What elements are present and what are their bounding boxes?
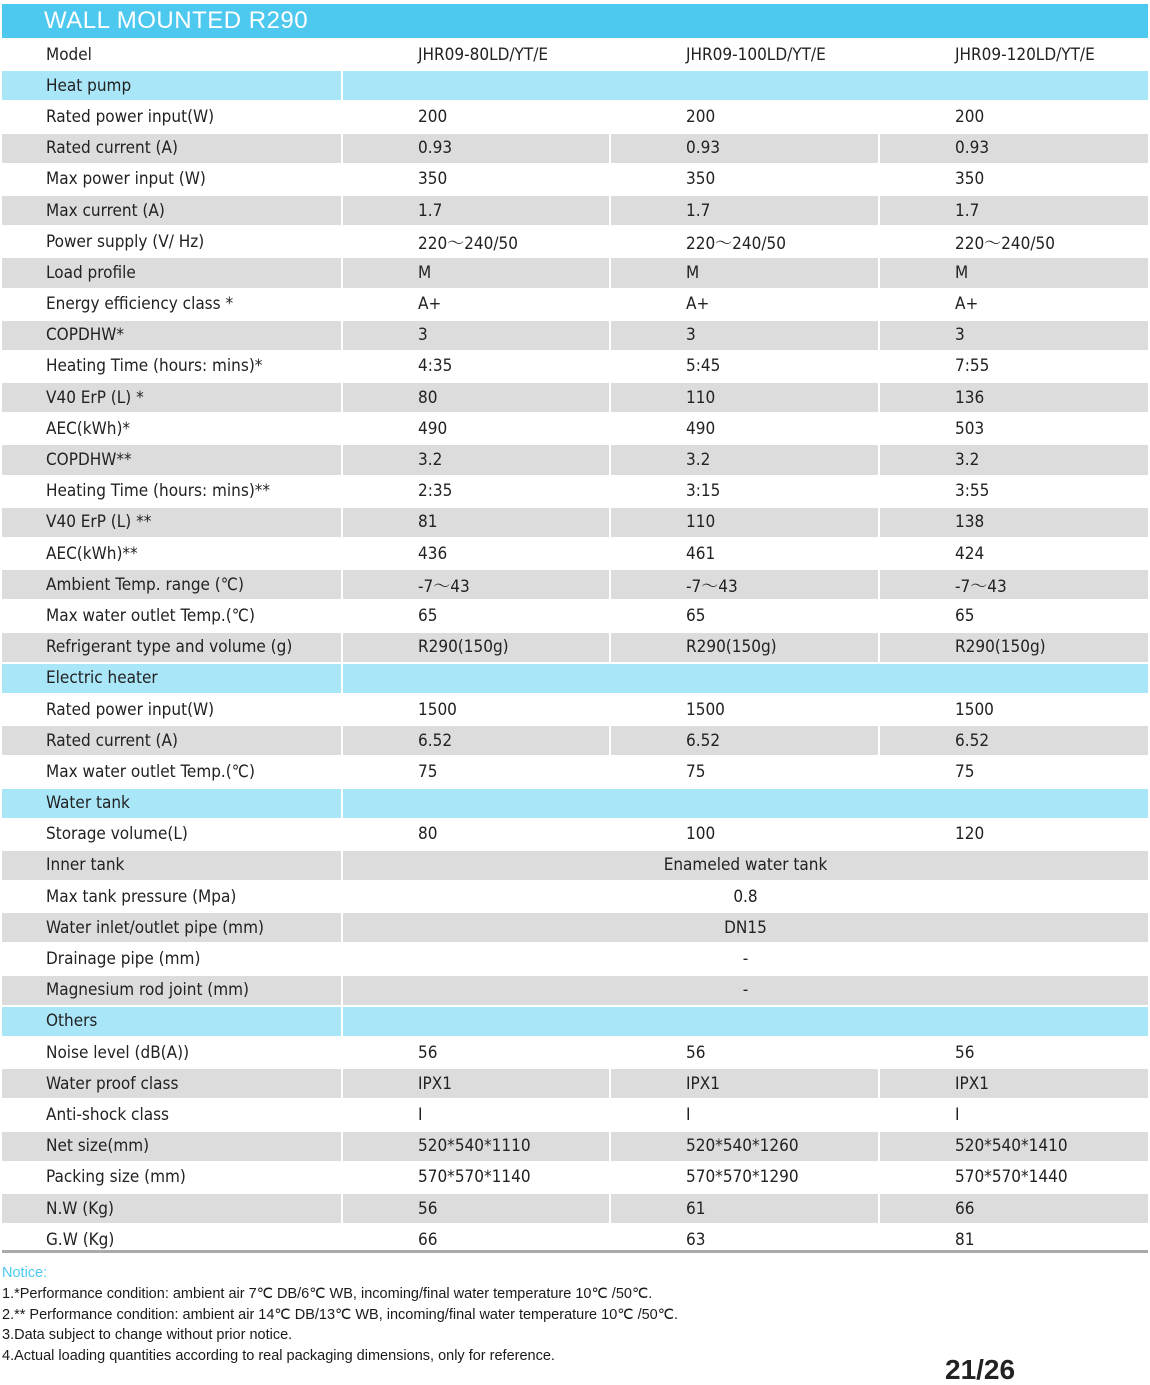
- section-header-row: [2, 1007, 1148, 1038]
- spec-label: Water proof class: [2, 1069, 343, 1100]
- spec-value: 3.2: [880, 445, 1148, 476]
- section-fill: [343, 664, 1148, 695]
- spec-value: 110: [611, 383, 880, 414]
- spec-row: [2, 1194, 1148, 1225]
- spec-row: [2, 1100, 1148, 1131]
- spec-row: [2, 882, 1148, 913]
- spec-row: [2, 352, 1148, 383]
- spec-row: [2, 695, 1148, 726]
- spec-value: Ⅰ: [611, 1100, 880, 1131]
- section-label: Water tank: [2, 789, 343, 820]
- spec-value: M: [343, 258, 611, 289]
- spec-value: -7～43: [880, 570, 1148, 601]
- spec-value: R290(150g): [611, 633, 880, 664]
- spec-row: [2, 1132, 1148, 1163]
- spec-label: Magnesium rod joint (mm): [2, 976, 343, 1007]
- section-header-row: [2, 789, 1148, 820]
- spec-value: 56: [343, 1038, 611, 1069]
- spec-value: 520*540*1410: [880, 1132, 1148, 1163]
- spec-value: M: [611, 258, 880, 289]
- spec-value: 2:35: [343, 477, 611, 508]
- spec-row: [2, 851, 1148, 882]
- model-name: JHR09-80LD/YT/E: [343, 40, 611, 71]
- model-name: JHR09-100LD/YT/E: [611, 40, 880, 71]
- spec-row: [2, 1163, 1148, 1194]
- table-bottom-rule: [2, 1250, 1148, 1253]
- spec-row: [2, 414, 1148, 445]
- spec-value: 56: [880, 1038, 1148, 1069]
- notice-line: 1.*Performance condition: ambient air 7℃ DB/6℃ WB, incoming/final water temperature 10℃ /50℃.: [2, 1285, 653, 1302]
- spec-row: [2, 820, 1148, 851]
- spec-label: Refrigerant type and volume (g): [2, 633, 343, 664]
- spec-label: Power supply (V/ Hz): [2, 227, 343, 258]
- spec-label: Anti-shock class: [2, 1100, 343, 1131]
- spec-value: 3.2: [611, 445, 880, 476]
- section-fill: [343, 1007, 1148, 1038]
- spec-label: Water inlet/outlet pipe (mm): [2, 913, 343, 944]
- spec-value: M: [880, 258, 1148, 289]
- spec-label: Ambient Temp. range (℃): [2, 570, 343, 601]
- spec-value: 350: [611, 165, 880, 196]
- spec-value: 200: [611, 102, 880, 133]
- spec-label: Max power input (W): [2, 165, 343, 196]
- spec-value: Ⅰ: [343, 1100, 611, 1131]
- spec-label: Drainage pipe (mm): [2, 944, 343, 975]
- spec-row: [2, 102, 1148, 133]
- spec-value: 6.52: [880, 726, 1148, 757]
- spec-row: [2, 1038, 1148, 1069]
- spec-label: COPDHW**: [2, 445, 343, 476]
- spec-value: 200: [880, 102, 1148, 133]
- spec-label: Heating Time (hours: mins)*: [2, 352, 343, 383]
- spec-value: 65: [343, 601, 611, 632]
- spec-value: 424: [880, 539, 1148, 570]
- spec-label: Energy efficiency class *: [2, 290, 343, 321]
- section-header-row: [2, 71, 1148, 102]
- spec-value: 61: [611, 1194, 880, 1225]
- spec-value: 75: [611, 757, 880, 788]
- spec-label: Rated power input(W): [2, 695, 343, 726]
- spec-value: 520*540*1260: [611, 1132, 880, 1163]
- model-header-row: [2, 40, 1148, 71]
- notice-line: 2.** Performance condition: ambient air 14℃ DB/13℃ WB, incoming/final water temperature 10℃ /50℃.: [2, 1306, 679, 1323]
- spec-value: 3: [611, 321, 880, 352]
- spec-label: Storage volume(L): [2, 820, 343, 851]
- spec-value: 136: [880, 383, 1148, 414]
- spec-value: 81: [880, 1225, 1148, 1256]
- spec-row: [2, 601, 1148, 632]
- spec-value: 3.2: [343, 445, 611, 476]
- spec-value: 80: [343, 383, 611, 414]
- spec-value: 220～240/50: [880, 227, 1148, 258]
- spec-label: AEC(kWh)**: [2, 539, 343, 570]
- spec-value: 0.93: [880, 134, 1148, 165]
- spec-row: [2, 570, 1148, 601]
- section-label: Heat pump: [2, 71, 343, 102]
- spec-label: Inner tank: [2, 851, 343, 882]
- section-label: Others: [2, 1007, 343, 1038]
- spec-value: A+: [611, 290, 880, 321]
- spec-value: 570*570*1440: [880, 1163, 1148, 1194]
- model-header-label: Model: [2, 40, 343, 71]
- spec-label: N.W (Kg): [2, 1194, 343, 1225]
- spec-value: 120: [880, 820, 1148, 851]
- spec-row: [2, 445, 1148, 476]
- spec-value: 100: [611, 820, 880, 851]
- spec-shared-value: -: [343, 944, 1148, 975]
- spec-value: 436: [343, 539, 611, 570]
- spec-value: 63: [611, 1225, 880, 1256]
- spec-value: 56: [611, 1038, 880, 1069]
- spec-shared-value: Enameled water tank: [343, 851, 1148, 882]
- spec-shared-value: DN15: [343, 913, 1148, 944]
- spec-label: Max water outlet Temp.(℃): [2, 601, 343, 632]
- spec-value: 350: [880, 165, 1148, 196]
- spec-label: V40 ErP (L) *: [2, 383, 343, 414]
- spec-value: 3: [880, 321, 1148, 352]
- spec-value: 80: [343, 820, 611, 851]
- spec-row: [2, 539, 1148, 570]
- spec-value: 75: [343, 757, 611, 788]
- spec-label: Noise level (dB(A)): [2, 1038, 343, 1069]
- spec-value: 5:45: [611, 352, 880, 383]
- spec-row: [2, 258, 1148, 289]
- spec-value: 56: [343, 1194, 611, 1225]
- spec-table-body: [2, 40, 1148, 1256]
- spec-value: 1.7: [611, 196, 880, 227]
- spec-row: [2, 477, 1148, 508]
- spec-value: -7～43: [611, 570, 880, 601]
- spec-value: 461: [611, 539, 880, 570]
- spec-value: 1.7: [880, 196, 1148, 227]
- spec-value: IPX1: [611, 1069, 880, 1100]
- spec-label: G.W (Kg): [2, 1225, 343, 1256]
- spec-table: [2, 40, 1148, 1256]
- spec-value: 110: [611, 508, 880, 539]
- spec-value: 66: [343, 1225, 611, 1256]
- page-title: WALL MOUNTED R290: [2, 4, 1148, 38]
- notice-line: 3.Data subject to change without prior notice.: [2, 1327, 293, 1344]
- spec-label: AEC(kWh)*: [2, 414, 343, 445]
- spec-value: IPX1: [343, 1069, 611, 1100]
- spec-value: 350: [343, 165, 611, 196]
- spec-value: R290(150g): [343, 633, 611, 664]
- spec-row: [2, 913, 1148, 944]
- spec-label: Packing size (mm): [2, 1163, 343, 1194]
- spec-label: Rated power input(W): [2, 102, 343, 133]
- spec-value: 520*540*1110: [343, 1132, 611, 1163]
- spec-value: 220～240/50: [343, 227, 611, 258]
- spec-value: 75: [880, 757, 1148, 788]
- notice-title: Notice:: [2, 1265, 48, 1281]
- spec-value: 490: [611, 414, 880, 445]
- spec-value: 220～240/50: [611, 227, 880, 258]
- spec-row: [2, 944, 1148, 975]
- spec-value: 570*570*1140: [343, 1163, 611, 1194]
- spec-value: 3:55: [880, 477, 1148, 508]
- spec-row: [2, 757, 1148, 788]
- notice-line: 4.Actual loading quantities according to real packaging dimensions, only for reference.: [2, 1348, 555, 1365]
- spec-value: 6.52: [611, 726, 880, 757]
- spec-value: 0.93: [611, 134, 880, 165]
- spec-row: [2, 321, 1148, 352]
- spec-value: 1.7: [343, 196, 611, 227]
- spec-shared-value: -: [343, 976, 1148, 1007]
- spec-label: Heating Time (hours: mins)**: [2, 477, 343, 508]
- section-header-row: [2, 664, 1148, 695]
- spec-value: 65: [880, 601, 1148, 632]
- section-fill: [343, 71, 1148, 102]
- spec-row: [2, 290, 1148, 321]
- spec-value: A+: [343, 290, 611, 321]
- spec-row: [2, 196, 1148, 227]
- spec-row: [2, 633, 1148, 664]
- spec-row: [2, 165, 1148, 196]
- model-name: JHR09-120LD/YT/E: [880, 40, 1148, 71]
- spec-label: Rated current (A): [2, 134, 343, 165]
- section-fill: [343, 789, 1148, 820]
- spec-label: Max current (A): [2, 196, 343, 227]
- section-label: Electric heater: [2, 664, 343, 695]
- spec-label: Net size(mm): [2, 1132, 343, 1163]
- spec-row: [2, 134, 1148, 165]
- spec-value: 570*570*1290: [611, 1163, 880, 1194]
- spec-label: Max tank pressure (Mpa): [2, 882, 343, 913]
- notice-block: [2, 1263, 1102, 1367]
- spec-value: R290(150g): [880, 633, 1148, 664]
- page-number: 21/26: [945, 1354, 1016, 1385]
- spec-value: -7～43: [343, 570, 611, 601]
- spec-label: Rated current (A): [2, 726, 343, 757]
- spec-value: IPX1: [880, 1069, 1148, 1100]
- spec-value: 200: [343, 102, 611, 133]
- spec-label: Load profile: [2, 258, 343, 289]
- spec-value: Ⅰ: [880, 1100, 1148, 1131]
- spec-shared-value: 0.8: [343, 882, 1148, 913]
- spec-value: 0.93: [343, 134, 611, 165]
- spec-value: 4:35: [343, 352, 611, 383]
- spec-value: 66: [880, 1194, 1148, 1225]
- spec-label: COPDHW*: [2, 321, 343, 352]
- spec-value: 81: [343, 508, 611, 539]
- spec-value: A+: [880, 290, 1148, 321]
- spec-row: [2, 1069, 1148, 1100]
- spec-row: [2, 508, 1148, 539]
- spec-value: 3:15: [611, 477, 880, 508]
- spec-row: [2, 227, 1148, 258]
- spec-label: V40 ErP (L) **: [2, 508, 343, 539]
- spec-value: 503: [880, 414, 1148, 445]
- spec-value: 1500: [343, 695, 611, 726]
- spec-value: 6.52: [343, 726, 611, 757]
- spec-value: 3: [343, 321, 611, 352]
- spec-label: Max water outlet Temp.(℃): [2, 757, 343, 788]
- spec-row: [2, 726, 1148, 757]
- spec-value: 1500: [611, 695, 880, 726]
- spec-row: [2, 383, 1148, 414]
- spec-value: 138: [880, 508, 1148, 539]
- spec-value: 1500: [880, 695, 1148, 726]
- spec-value: 65: [611, 601, 880, 632]
- spec-value: 490: [343, 414, 611, 445]
- spec-value: 7:55: [880, 352, 1148, 383]
- spec-row: [2, 976, 1148, 1007]
